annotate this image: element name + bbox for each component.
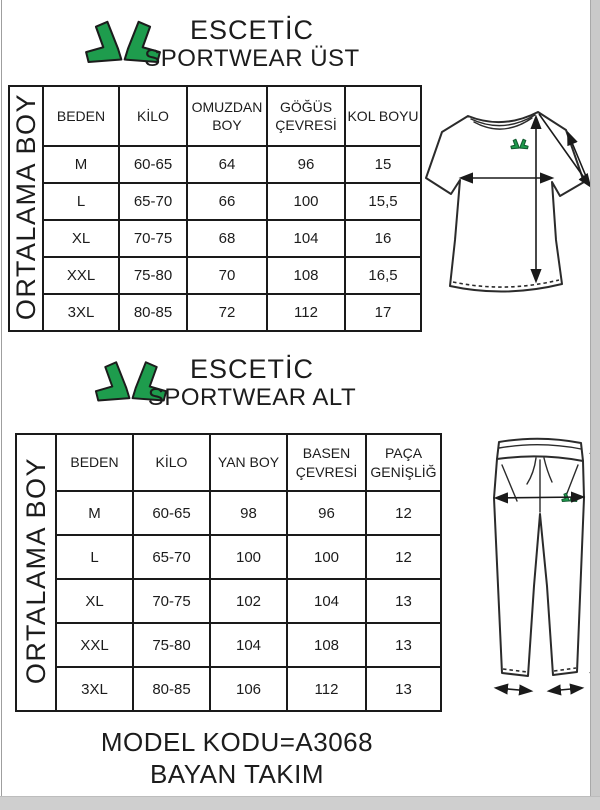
table-row: [16, 667, 441, 711]
section-title-ust: SPORTWEAR ÜST: [144, 45, 360, 72]
value-cell: 70-75: [133, 579, 210, 623]
side-label: ORTALAMA BOY: [10, 92, 41, 321]
value-cell: 12: [366, 535, 441, 579]
value-cell: 112: [267, 294, 345, 331]
value-cell: 104: [210, 623, 287, 667]
column-header: BEDEN: [43, 86, 119, 146]
column-header: BEDEN: [56, 434, 133, 491]
value-cell: 100: [210, 535, 287, 579]
value-cell: 102: [210, 579, 287, 623]
value-cell: 15,5: [345, 183, 421, 220]
value-cell: 66: [187, 183, 267, 220]
value-cell: 16,5: [345, 257, 421, 294]
value-cell: 80-85: [119, 294, 187, 331]
size-cell: L: [56, 535, 133, 579]
value-cell: 60-65: [119, 146, 187, 183]
brand-title: ESCETİC: [189, 354, 315, 384]
column-header: BASEN ÇEVRESİ: [287, 434, 366, 491]
left-cuff-arrow: [496, 688, 531, 691]
tshirt-illustration: [418, 90, 596, 308]
table-row: [9, 220, 421, 257]
value-cell: 100: [267, 183, 345, 220]
side-label: ORTALAMA BOY: [20, 456, 51, 685]
table-row: [9, 294, 421, 331]
size-table-alt: [15, 433, 442, 712]
value-cell: 106: [210, 667, 287, 711]
value-cell: 98: [210, 491, 287, 535]
value-cell: 68: [187, 220, 267, 257]
column-header: GÖĞÜS ÇEVRESİ: [267, 86, 345, 146]
footer: [17, 726, 457, 790]
scan-strip-right: [590, 0, 600, 810]
value-cell: 104: [267, 220, 345, 257]
value-cell: 17: [345, 294, 421, 331]
value-cell: 75-80: [119, 257, 187, 294]
right-cuff-arrow: [549, 688, 582, 691]
value-cell: 13: [366, 667, 441, 711]
size-cell: M: [56, 491, 133, 535]
value-cell: 80-85: [133, 667, 210, 711]
value-cell: 72: [187, 294, 267, 331]
size-cell: L: [43, 183, 119, 220]
table-row: [9, 146, 421, 183]
value-cell: 96: [267, 146, 345, 183]
size-cell: 3XL: [56, 667, 133, 711]
value-cell: 70: [187, 257, 267, 294]
size-cell: XXL: [43, 257, 119, 294]
value-cell: 13: [366, 623, 441, 667]
sleeve-arrow: [539, 114, 590, 186]
value-cell: 108: [287, 623, 366, 667]
size-cell: M: [43, 146, 119, 183]
value-cell: 100: [287, 535, 366, 579]
side-label-cell: [9, 86, 43, 331]
value-cell: 65-70: [119, 183, 187, 220]
size-table-ust: [8, 85, 422, 332]
scan-strip-bottom: [0, 796, 600, 810]
column-header: PAÇA GENİŞLİĞ: [366, 434, 441, 491]
table-row: [16, 491, 441, 535]
table-row: [16, 535, 441, 579]
value-cell: 108: [267, 257, 345, 294]
value-cell: 64: [187, 146, 267, 183]
column-header: KİLO: [133, 434, 210, 491]
side-label-cell: [16, 434, 56, 711]
model-code: MODEL KODU=A3068: [100, 727, 374, 757]
value-cell: 12: [366, 491, 441, 535]
scan-edge-line: [1, 0, 2, 797]
value-cell: 104: [287, 579, 366, 623]
size-cell: XL: [43, 220, 119, 257]
pocket-line: [502, 465, 517, 501]
value-cell: 15: [345, 146, 421, 183]
section-title-alt: SPORTWEAR ALT: [147, 384, 357, 411]
table-row: [16, 579, 441, 623]
column-header: OMUZDAN BOY: [187, 86, 267, 146]
value-cell: 75-80: [133, 623, 210, 667]
drawstring: [527, 458, 536, 484]
section-header-ust: [132, 15, 372, 73]
column-header: KOL BOYU: [345, 86, 421, 146]
value-cell: 96: [287, 491, 366, 535]
chest-logo-icon: [511, 139, 528, 148]
value-cell: 60-65: [133, 491, 210, 535]
value-cell: 65-70: [133, 535, 210, 579]
value-cell: 70-75: [119, 220, 187, 257]
table-row: [9, 257, 421, 294]
column-header: YAN BOY: [210, 434, 287, 491]
value-cell: 16: [345, 220, 421, 257]
size-cell: XL: [56, 579, 133, 623]
value-cell: 13: [366, 579, 441, 623]
value-cell: 112: [287, 667, 366, 711]
pants-illustration: [462, 428, 600, 713]
product-type: BAYAN TAKIM: [149, 759, 325, 789]
brand-title: ESCETİC: [189, 15, 315, 45]
section-header-alt: [132, 354, 372, 412]
column-header: KİLO: [119, 86, 187, 146]
table-row: [9, 183, 421, 220]
table-row: [16, 623, 441, 667]
hip-arrow: [496, 497, 583, 498]
size-cell: 3XL: [43, 294, 119, 331]
size-cell: XXL: [56, 623, 133, 667]
